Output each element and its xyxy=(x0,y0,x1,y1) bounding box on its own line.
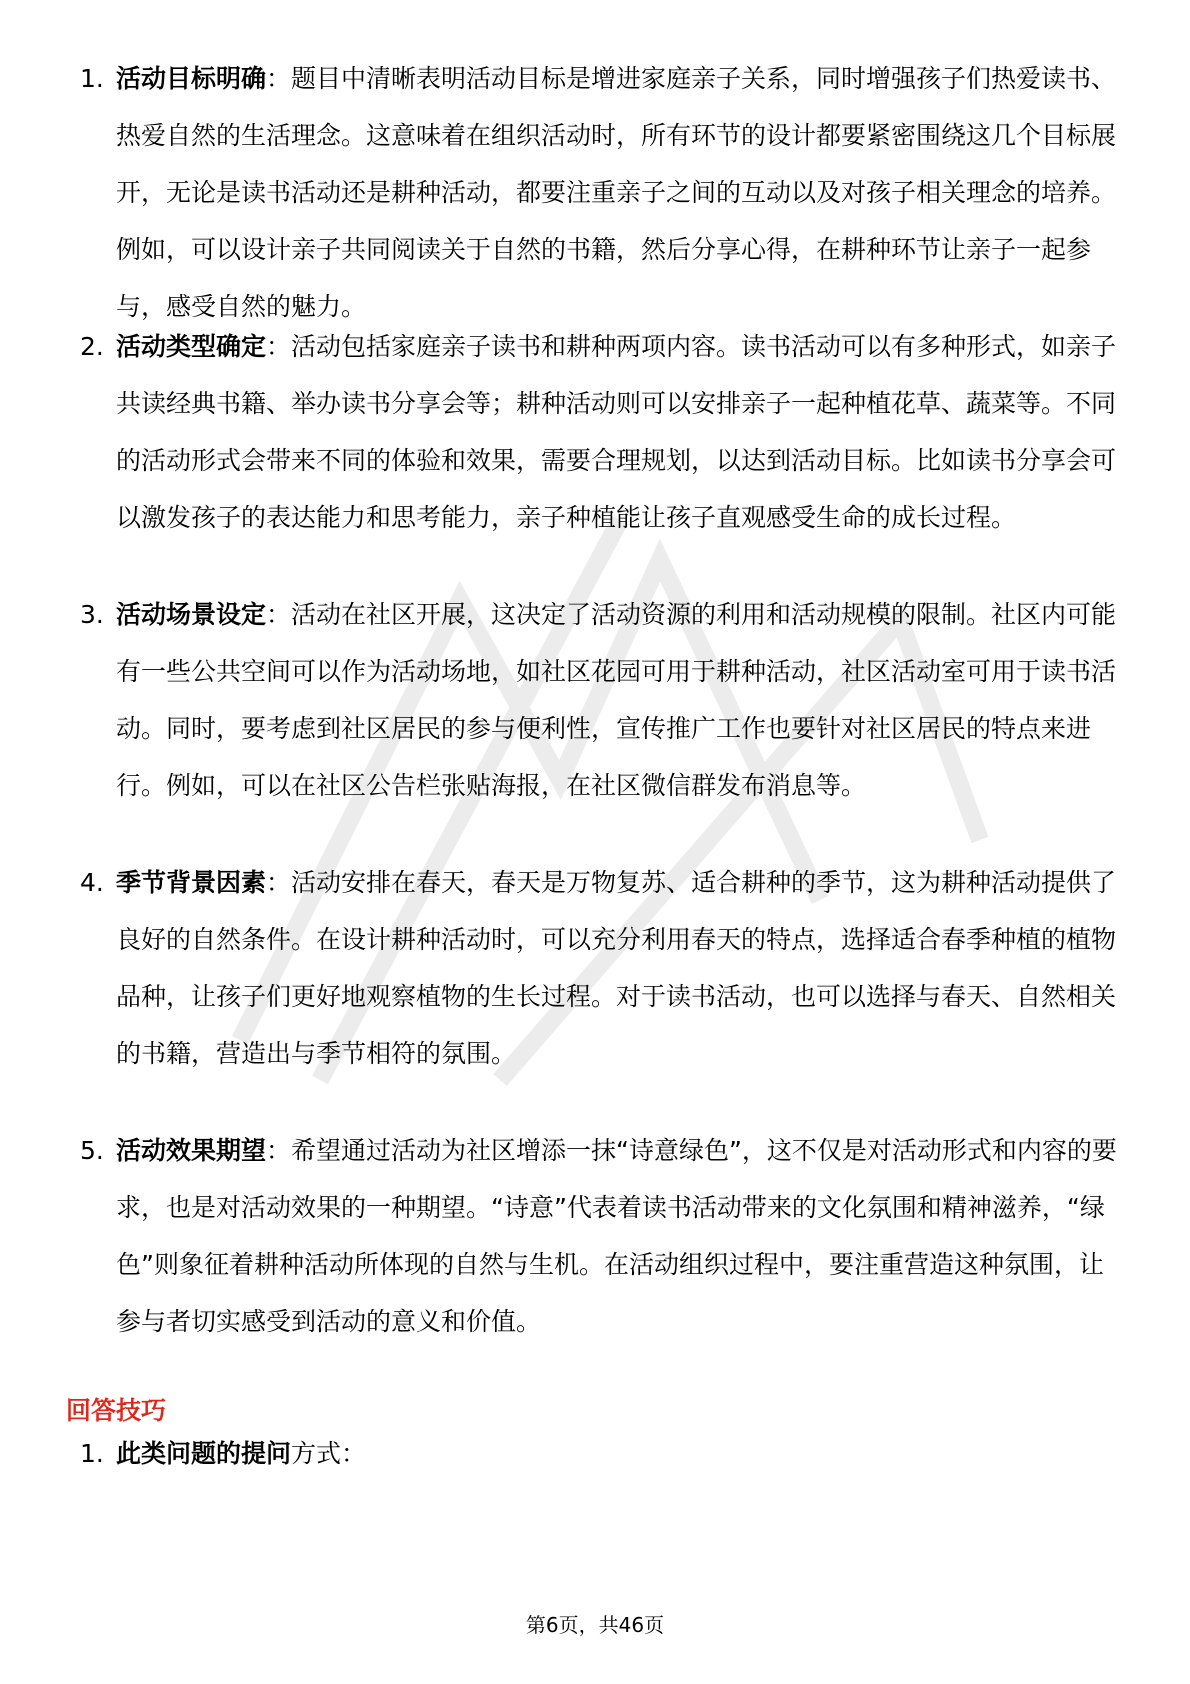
item-body xyxy=(116,1122,1120,1350)
page-footer: 第6页，共46页 xyxy=(525,1613,665,1637)
item-number: 5. xyxy=(80,1136,104,1165)
item-text: ：题目中清晰表明活动目标是增进家庭亲子关系，同时增强孩子们热爱读书、热爱自然的生活理念。这意味着在组织活动时，所有环节的设计都要紧密围绕这几个目标展开，无论是读书活动还是耕种活动，都要注重亲子之间的互动以及对孩子相关理念的培养。例如，可以设计亲子共同阅读关于自然的书籍，然后分享心得，在耕种环节让亲子一起参与，感受自然的魅力。 xyxy=(116,64,1117,321)
item-number: 3. xyxy=(80,600,104,629)
tip-body xyxy=(116,1425,1120,1482)
item-keyword: 活动类型确定 xyxy=(116,332,267,361)
tip-number: 1. xyxy=(80,1439,104,1468)
item-text: ：活动安排在春天，春天是万物复苏、适合耕种的季节，这为耕种活动提供了良好的自然条件。在设计耕种活动时，可以充分利用春天的特点，选择适合春季种植的植物品种，让孩子们更好地观察植物的生长过程。对于读书活动，也可以选择与春天、自然相关的书籍，营造出与季节相符的氛围。 xyxy=(116,868,1117,1068)
item-text: ：活动在社区开展，这决定了活动资源的利用和活动规模的限制。社区内可能有一些公共空间可以作为活动场地，如社区花园可用于耕种活动，社区活动室可用于读书活动。同时，要考虑到社区居民的参与便利性，宣传推广工作也要针对社区居民的特点来进行。例如，可以在社区公告栏张贴海报，在社区微信群发布消息等。 xyxy=(116,600,1117,800)
item-number: 4. xyxy=(80,868,104,897)
item-text: ：希望通过活动为社区增添一抹“诗意绿色”，这不仅是对活动形式和内容的要求，也是对活动效果的一种期望。“诗意”代表着读书活动带来的文化氛围和精神滋养，“绿色”则象征着耕种活动所体现的自然与生机。在活动组织过程中，要注重营造这种氛围，让参与者切实感受到活动的意义和价值。 xyxy=(116,1136,1117,1336)
item-body xyxy=(116,586,1120,814)
item-number: 2. xyxy=(80,332,104,361)
section-title: 回答技巧 xyxy=(66,1396,167,1425)
item-keyword: 季节背景因素 xyxy=(116,868,267,897)
tip-item xyxy=(80,1425,1120,1482)
item-keyword: 活动目标明确 xyxy=(116,64,267,93)
tip-text: 方式： xyxy=(291,1439,367,1468)
item-number: 1. xyxy=(80,64,104,93)
item-keyword: 活动效果期望 xyxy=(116,1136,267,1165)
tip-keyword: 此类问题的提问 xyxy=(116,1439,292,1468)
item-text: ：活动包括家庭亲子读书和耕种两项内容。读书活动可以有多种形式，如亲子共读经典书籍、举办读书分享会等；耕种活动则可以安排亲子一起种植花草、蔬菜等。不同的活动形式会带来不同的体验和效果，需要合理规划，以达到活动目标。比如读书分享会可以激发孩子的表达能力和思考能力，亲子种植能让孩子直观感受生命的成长过程。 xyxy=(116,332,1117,532)
item-body xyxy=(116,854,1120,1082)
item-body xyxy=(116,318,1120,546)
item-body xyxy=(116,50,1120,335)
item-keyword: 活动场景设定 xyxy=(116,600,267,629)
